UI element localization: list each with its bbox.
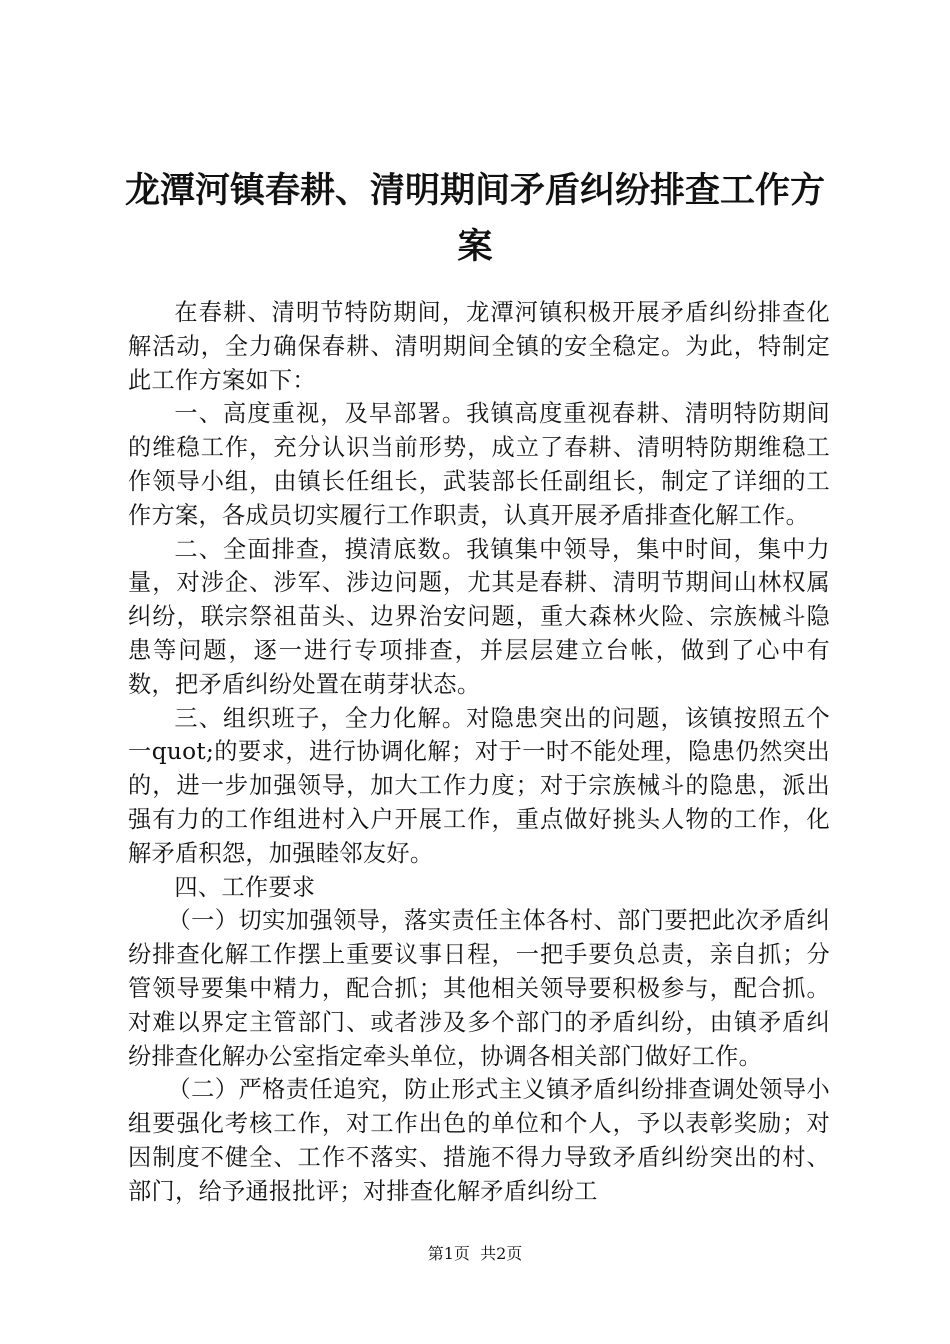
- paragraph-intro: 在春耕、清明节特防期间，龙潭河镇积极开展矛盾纠纷排查化解活动，全力确保春耕、清明期间全镇的安全稳定。为此，特制定此工作方案如下：: [128, 299, 830, 394]
- paragraph-section-2: 二、全面排查，摸清底数。我镇集中领导，集中时间，集中力量，对涉企、涉军、涉边问题，尤其是春耕、清明节期间山林权属纠纷，联宗祭祖苗头、边界治安问题，重大森林火险、宗族械斗隐患等问题，逐一进行专项排查，并层层建立台帐，做到了心中有数，把矛盾纠纷处置在萌芽状态。: [128, 535, 830, 698]
- page-total: 共2页: [480, 1244, 523, 1263]
- paragraph-section-4-heading: 四、工作要求: [174, 873, 316, 901]
- paragraph-section-1: 一、高度重视，及早部署。我镇高度重视春耕、清明特防期间的维稳工作，充分认识当前形势，成立了春耕、清明特防期维稳工作领导小组，由镇长任组长，武装部长任副组长，制定了详细的工作方案，各成员切实履行工作职责，认真开展矛盾排查化解工作。: [128, 400, 830, 529]
- paragraph-requirement-2: （二）严格责任追究，防止形式主义镇矛盾纠纷排查调处领导小组要强化考核工作，对工作出色的单位和个人，予以表彰奖励；对因制度不健全、工作不落实、措施不得力导致矛盾纠纷突出的村、部门，给予通报批评；对排查化解矛盾纠纷工: [128, 1076, 830, 1205]
- page-number: 第1页: [427, 1244, 470, 1263]
- page-footer: [0, 1243, 950, 1265]
- paragraph-section-3: 三、组织班子，全力化解。对隐患突出的问题，该镇按照五个一quot;的要求，进行协调化解；对于一时不能处理，隐患仍然突出的，进一步加强领导，加大工作力度；对于宗族械斗的隐患，派出强有力的工作组进村入户开展工作，重点做好挑头人物的工作，化解矛盾积怨，加强睦邻友好。: [128, 704, 830, 867]
- document-title: 龙潭河镇春耕、清明期间矛盾纠纷排查工作方案: [124, 171, 825, 267]
- paragraph-requirement-1: （一）切实加强领导，落实责任主体各村、部门要把此次矛盾纠纷排查化解工作摆上重要议事日程，一把手要负总责，亲自抓；分管领导要集中精力，配合抓；其他相关领导要积极参与，配合抓。对难以界定主管部门、或者涉及多个部门的矛盾纠纷，由镇矛盾纠纷排查化解办公室指定牵头单位，协调各相关部门做好工作。: [128, 907, 830, 1070]
- document-body: [128, 296, 830, 1209]
